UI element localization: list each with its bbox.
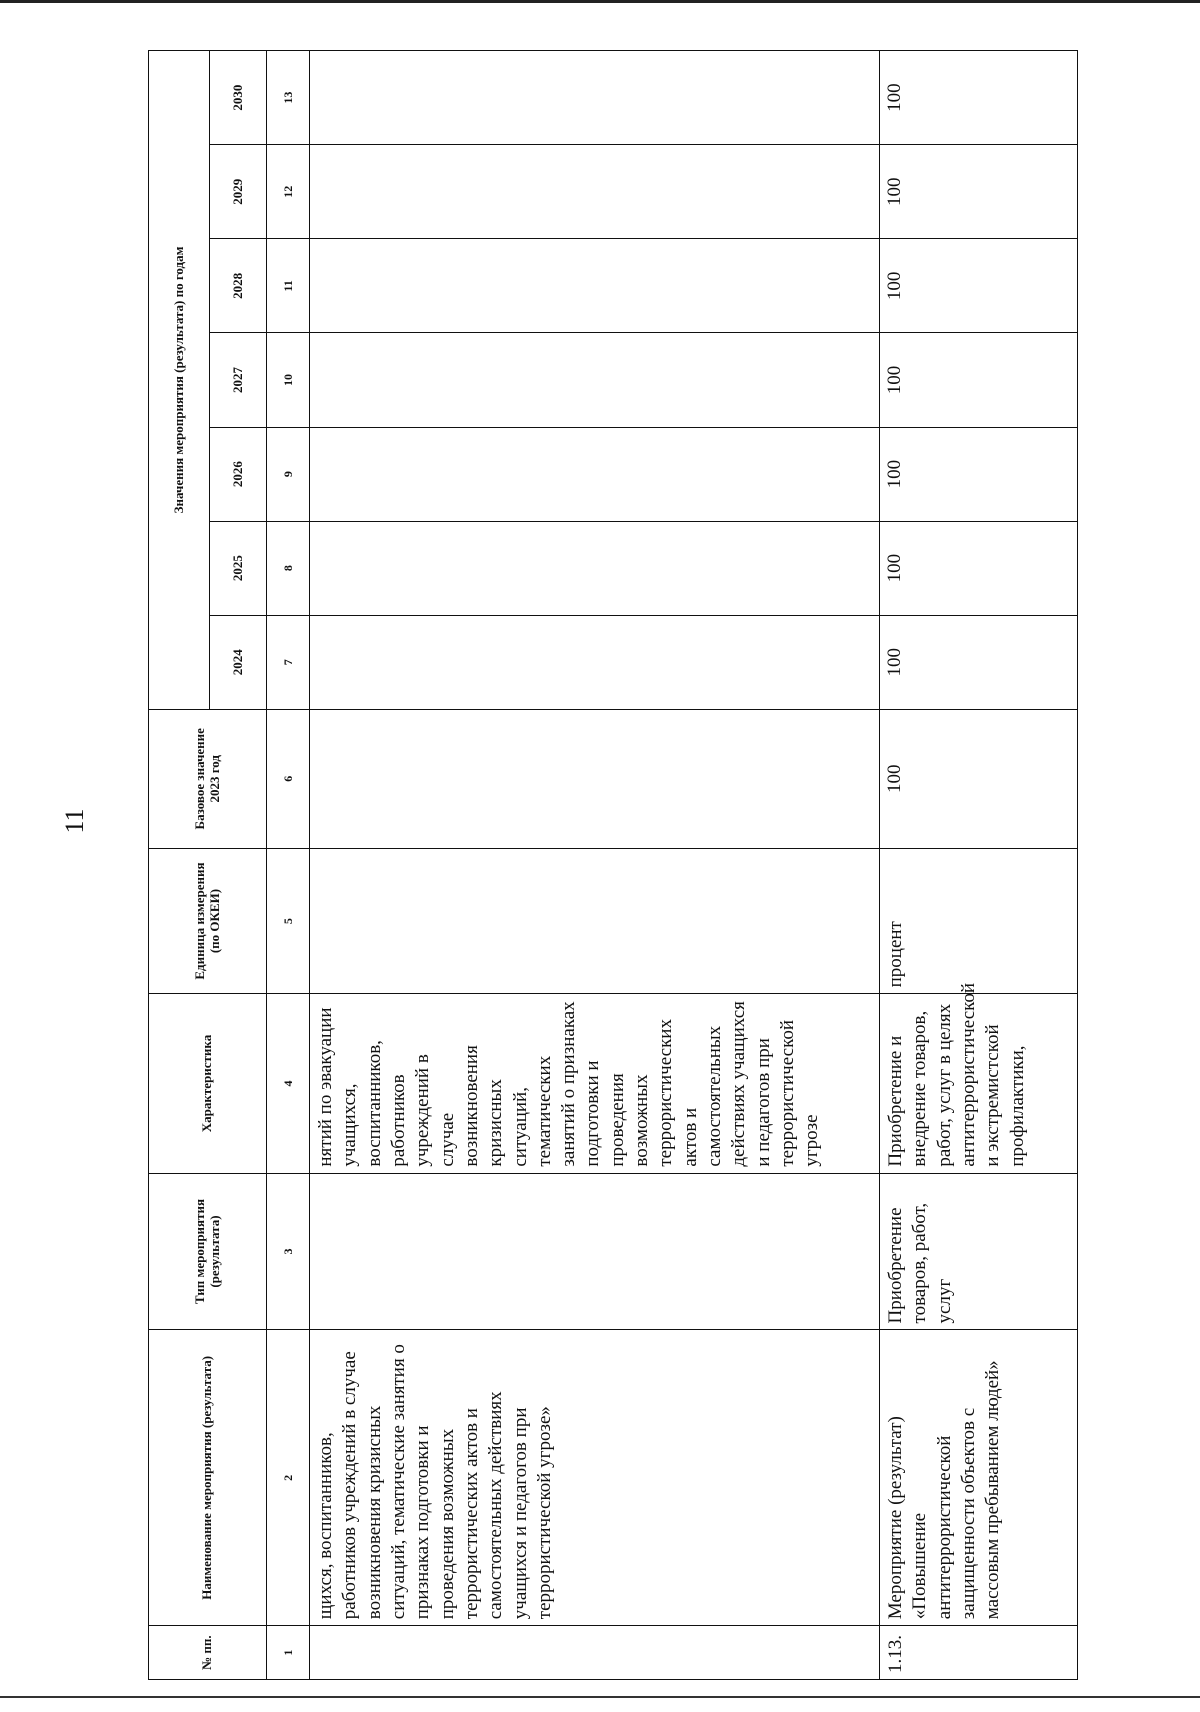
row-value <box>310 145 880 239</box>
column-number: 6 <box>267 709 310 848</box>
column-number: 13 <box>267 51 310 145</box>
row-name: Мероприятие (результат) «Повышение антитеррористической защищенности объектов с массовым пребыванием людей» <box>880 1330 1078 1626</box>
header-year: 2024 <box>210 615 267 709</box>
table-row <box>310 51 880 1680</box>
header-year: 2028 <box>210 239 267 333</box>
header-no: № пп. <box>149 1626 267 1680</box>
row-value <box>310 521 880 615</box>
row-value: 100 <box>880 615 1078 709</box>
row-value: 100 <box>880 521 1078 615</box>
row-value <box>310 51 880 145</box>
column-number: 1 <box>267 1626 310 1680</box>
row-characteristic: Приобретение и внедрение товаров, работ, услуг в целях антитеррористической и экстремистской профилактики, <box>880 994 1078 1173</box>
header-base: Базовое значение 2023 год <box>149 709 267 848</box>
header-year: 2030 <box>210 51 267 145</box>
column-number-row <box>267 51 310 1680</box>
column-number: 5 <box>267 848 310 994</box>
table-row <box>880 51 1078 1680</box>
row-type <box>310 1173 880 1330</box>
page-number-text: 11 <box>60 808 89 834</box>
row-name: щихся, воспитанников, работников учреждений в случае возникновения кризисных ситуаций, тематические занятия о признаках подготовки и проведения возможных террористических актов и самостоятельных действиях учащихся и педагогов при террористической угрозе» <box>310 1330 880 1626</box>
row-value <box>310 427 880 521</box>
row-value: 100 <box>880 239 1078 333</box>
header-row-main <box>149 51 210 1680</box>
row-value: 100 <box>880 145 1078 239</box>
row-value: 100 <box>880 51 1078 145</box>
column-number: 10 <box>267 333 310 427</box>
row-no <box>310 1626 880 1680</box>
scan-edge-top <box>0 0 1200 3</box>
header-unit: Единица измерения (по ОКЕИ) <box>149 848 267 994</box>
row-unit: процент <box>880 848 1078 994</box>
row-value <box>310 615 880 709</box>
row-no: 1.13. <box>880 1626 1078 1680</box>
header-type: Тип мероприятия (результата) <box>149 1173 267 1330</box>
row-value <box>310 333 880 427</box>
row-value: 100 <box>880 333 1078 427</box>
page-number <box>60 806 90 846</box>
column-number: 11 <box>267 239 310 333</box>
rotated-table-container <box>148 50 1078 1680</box>
row-base: 100 <box>880 709 1078 848</box>
column-number: 7 <box>267 615 310 709</box>
column-number: 9 <box>267 427 310 521</box>
header-year: 2026 <box>210 427 267 521</box>
header-year: 2025 <box>210 521 267 615</box>
header-year: 2029 <box>210 145 267 239</box>
scan-edge-bottom <box>0 1696 1200 1698</box>
header-values-by-year: Значения мероприятия (результата) по годам <box>149 51 210 710</box>
column-number: 8 <box>267 521 310 615</box>
measures-table <box>148 50 1078 1680</box>
row-value <box>310 239 880 333</box>
row-base <box>310 709 880 848</box>
header-name: Наименование мероприятия (результата) <box>149 1330 267 1626</box>
row-unit <box>310 848 880 994</box>
column-number: 2 <box>267 1330 310 1626</box>
column-number: 3 <box>267 1173 310 1330</box>
header-characteristic: Характеристика <box>149 994 267 1173</box>
column-number: 12 <box>267 145 310 239</box>
column-number: 4 <box>267 994 310 1173</box>
row-value: 100 <box>880 427 1078 521</box>
row-characteristic: нятий по эвакуации учащихся, воспитанников, работников учреждений в случае возникновения кризисных ситуаций, тематических занятий о признаках подготовки и проведения возможных террористических актов и самостоятельных действиях учащихся и педагогов при террористической угрозе <box>310 994 880 1173</box>
row-type: Приобретение товаров, работ, услуг <box>880 1173 1078 1330</box>
header-year: 2027 <box>210 333 267 427</box>
